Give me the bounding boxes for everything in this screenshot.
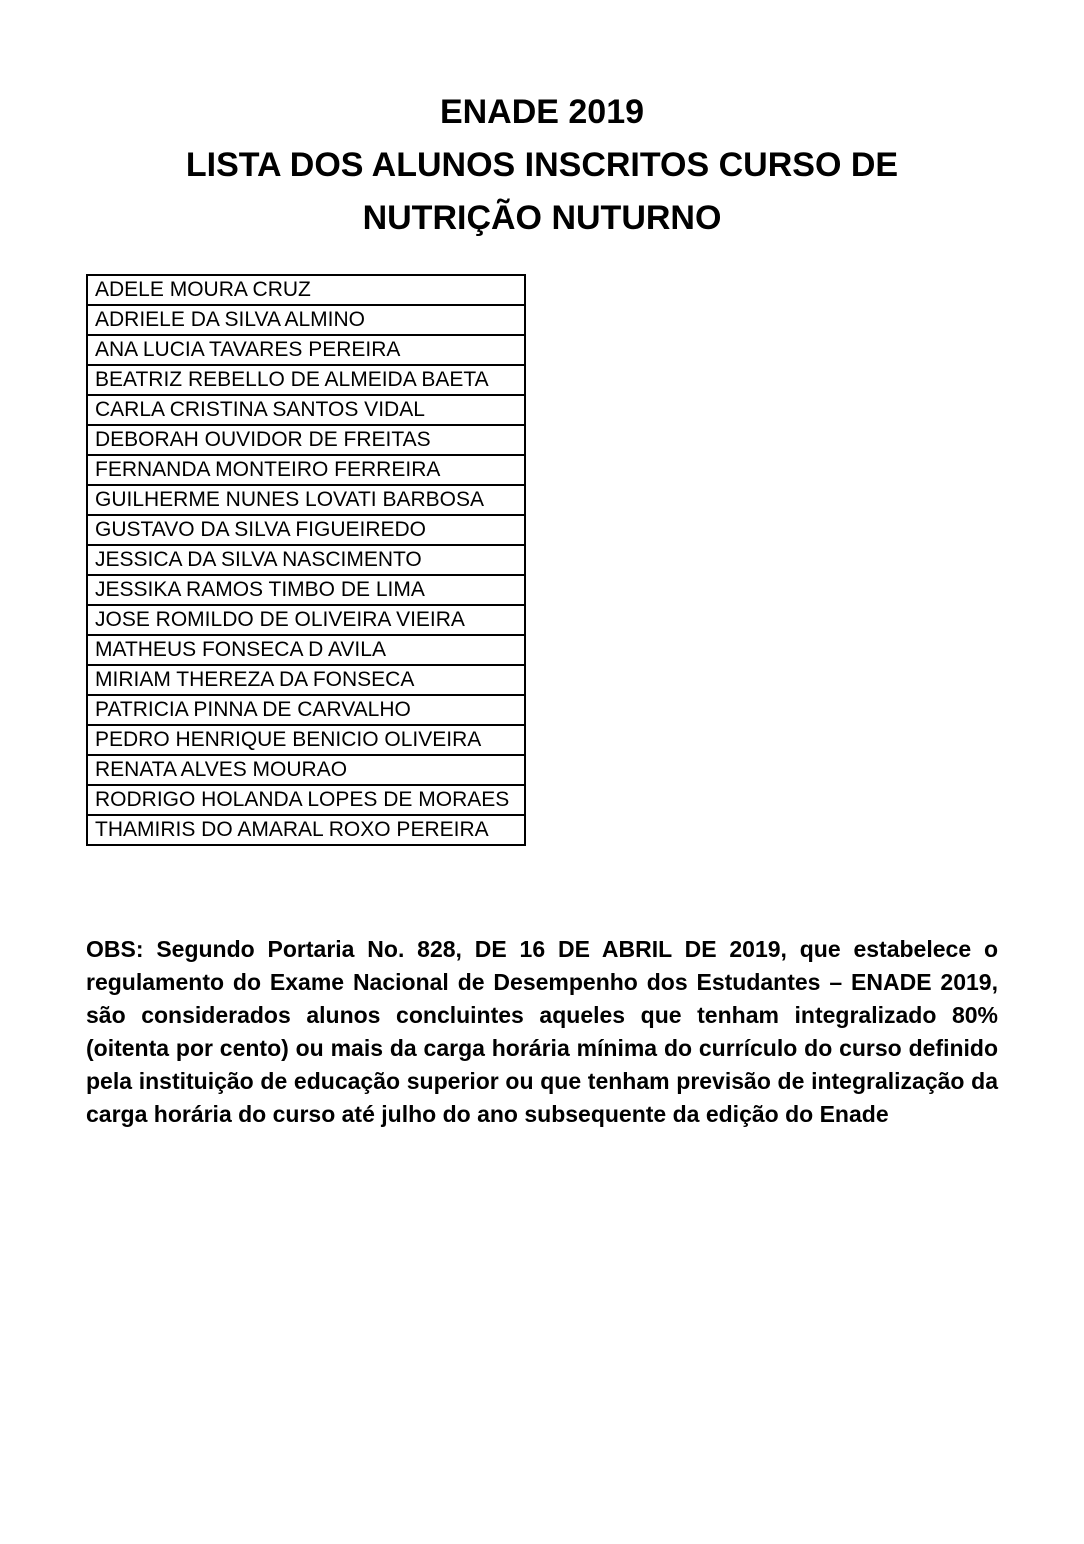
- document-title: [0, 86, 1084, 245]
- student-name: GUSTAVO DA SILVA FIGUEIREDO: [87, 515, 525, 545]
- student-name: JESSIKA RAMOS TIMBO DE LIMA: [87, 575, 525, 605]
- table-row: [87, 425, 525, 455]
- table-row: [87, 785, 525, 815]
- note-paragraph: OBS: Segundo Portaria No. 828, DE 16 DE ABRIL DE 2019, que estabelece o regulamento do Exame Nacional de Desempenho dos Estudantes – ENADE 2019, são considerados alunos concluintes aqueles que tenham integralizado 80% (oitenta por cento) ou mais da carga horária mínima do currículo do curso definido pela instituição de educação superior ou que tenham previsão de integralização da carga horária do curso até julho do ano subsequente da edição do Enade: [86, 936, 998, 1127]
- student-name: ADRIELE DA SILVA ALMINO: [87, 305, 525, 335]
- student-name: MATHEUS FONSECA D AVILA: [87, 635, 525, 665]
- students-table: [86, 274, 526, 846]
- student-name: RODRIGO HOLANDA LOPES DE MORAES: [87, 785, 525, 815]
- table-row: [87, 335, 525, 365]
- student-name: FERNANDA MONTEIRO FERREIRA: [87, 455, 525, 485]
- title-line-1: ENADE 2019: [439, 93, 645, 131]
- table-row: [87, 515, 525, 545]
- table-row: [87, 545, 525, 575]
- student-name: BEATRIZ REBELLO DE ALMEIDA BAETA: [87, 365, 525, 395]
- student-name: ADELE MOURA CRUZ: [87, 275, 525, 305]
- student-name: CARLA CRISTINA SANTOS VIDAL: [87, 395, 525, 425]
- table-row: [87, 755, 525, 785]
- student-name: GUILHERME NUNES LOVATI BARBOSA: [87, 485, 525, 515]
- table-row: [87, 455, 525, 485]
- student-name: MIRIAM THEREZA DA FONSECA: [87, 665, 525, 695]
- title-line-2: LISTA DOS ALUNOS INSCRITOS CURSO DE: [185, 146, 899, 184]
- table-row: [87, 695, 525, 725]
- student-name: RENATA ALVES MOURAO: [87, 755, 525, 785]
- students-table-body: [87, 275, 525, 845]
- table-row: [87, 635, 525, 665]
- table-row: [87, 365, 525, 395]
- table-row: [87, 305, 525, 335]
- table-row: [87, 605, 525, 635]
- student-name: DEBORAH OUVIDOR DE FREITAS: [87, 425, 525, 455]
- table-row: [87, 275, 525, 305]
- student-name: JESSICA DA SILVA NASCIMENTO: [87, 545, 525, 575]
- table-row: [87, 485, 525, 515]
- student-name: PATRICIA PINNA DE CARVALHO: [87, 695, 525, 725]
- table-row: [87, 665, 525, 695]
- student-name: JOSE ROMILDO DE OLIVEIRA VIEIRA: [87, 605, 525, 635]
- table-row: [87, 815, 525, 845]
- student-name: PEDRO HENRIQUE BENICIO OLIVEIRA: [87, 725, 525, 755]
- title-line-3: NUTRIÇÃO NUTURNO: [362, 199, 722, 237]
- student-name: THAMIRIS DO AMARAL ROXO PEREIRA: [87, 815, 525, 845]
- table-row: [87, 725, 525, 755]
- student-name: ANA LUCIA TAVARES PEREIRA: [87, 335, 525, 365]
- table-row: [87, 575, 525, 605]
- table-row: [87, 395, 525, 425]
